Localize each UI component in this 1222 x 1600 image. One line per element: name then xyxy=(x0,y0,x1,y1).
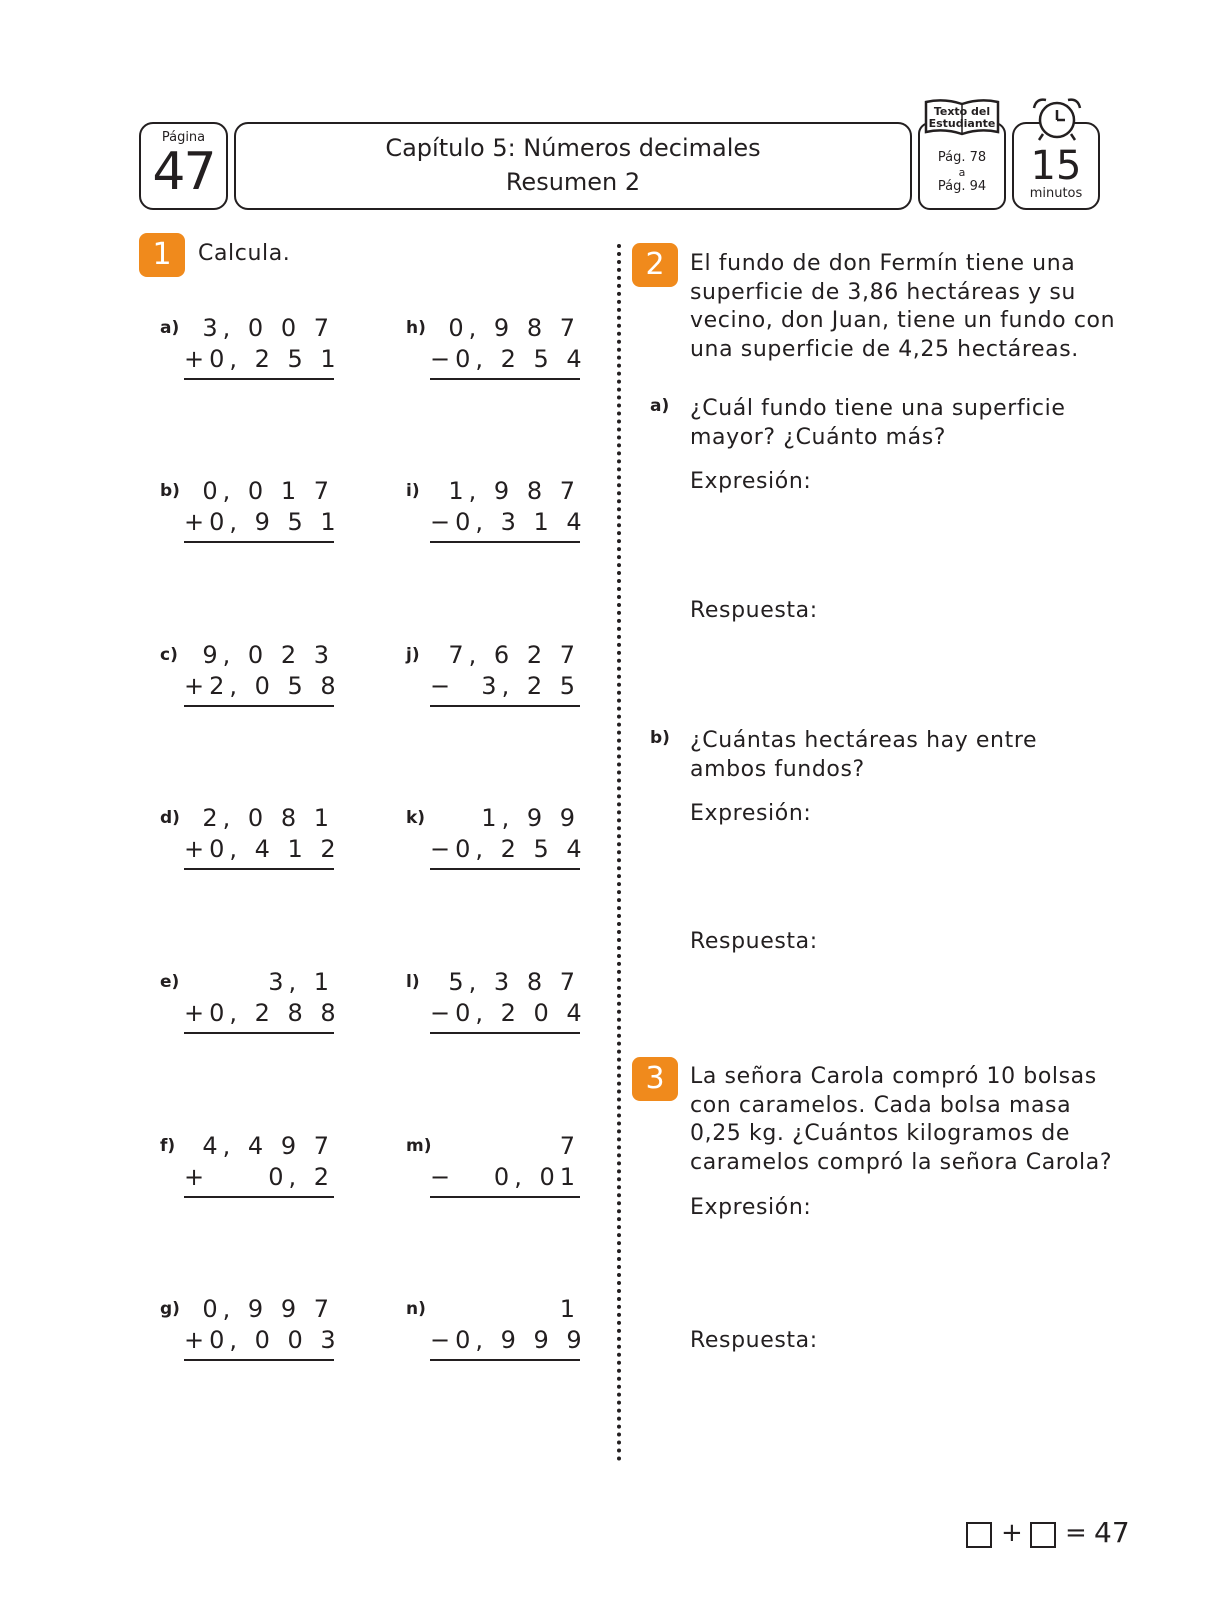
operand-bottom: 0, 2 5 4 xyxy=(455,835,587,863)
operand-bottom: 0, 2 5 4 xyxy=(455,345,587,373)
operation-block xyxy=(184,476,341,543)
operation-block xyxy=(184,1294,341,1361)
page-from: Pág. 78 xyxy=(937,150,987,165)
exercise-2-badge: 2 xyxy=(632,243,678,287)
operand-top: 1 xyxy=(559,1295,580,1323)
result-line xyxy=(430,1032,580,1034)
operator-sign: + xyxy=(184,508,210,536)
result-line xyxy=(184,541,334,543)
operand-bottom-row xyxy=(430,1162,580,1193)
operation-block xyxy=(184,803,341,870)
operand-top: 9, 0 2 3 xyxy=(202,641,334,669)
operand-bottom: 2, 0 5 8 xyxy=(209,672,341,700)
operation-block xyxy=(430,1131,580,1198)
operator-sign: − xyxy=(430,345,456,373)
result-line xyxy=(430,705,580,707)
operand-bottom-row xyxy=(184,507,341,538)
page-number: 47 xyxy=(152,142,215,202)
operand-bottom-row xyxy=(184,344,341,375)
exercise-2-line: El fundo de don Fermín tiene una xyxy=(690,251,1076,276)
page-number-box xyxy=(139,122,228,210)
operation-label: m) xyxy=(406,1136,432,1156)
operator-sign: − xyxy=(430,1326,456,1354)
exercise-2b-expression-label: Expresión: xyxy=(690,801,812,826)
operand-bottom-row xyxy=(184,1162,334,1193)
operand-bottom: 0, 2 5 1 xyxy=(209,345,341,373)
operation-label: f) xyxy=(160,1136,176,1156)
exercise-2b-question xyxy=(690,727,1037,784)
operator-sign: − xyxy=(430,508,456,536)
exercise-3-line: caramelos compró la señora Carola? xyxy=(690,1149,1113,1175)
footer-plus: + xyxy=(1001,1518,1023,1548)
section-subtitle: Resumen 2 xyxy=(505,168,641,196)
operand-bottom-row xyxy=(184,671,341,702)
operation-block xyxy=(430,803,587,870)
operator-sign: − xyxy=(430,835,456,863)
operand-bottom: 3, 2 5 xyxy=(481,672,580,700)
operand-bottom-row xyxy=(430,1325,587,1356)
page-separator: a xyxy=(958,166,966,179)
operation-block xyxy=(184,967,341,1034)
result-line xyxy=(430,541,580,543)
exercise-1-badge: 1 xyxy=(139,233,185,277)
operand-bottom: 0, 0 0 3 xyxy=(209,1326,341,1354)
operation-label: h) xyxy=(406,318,426,338)
operand-bottom: 0, 4 1 2 xyxy=(209,835,341,863)
operator-sign: + xyxy=(184,672,210,700)
alarm-clock-icon xyxy=(1030,96,1084,142)
operand-bottom-row xyxy=(430,507,587,538)
operand-top: 4, 4 9 7 xyxy=(202,1132,334,1160)
operation-label: k) xyxy=(406,808,426,828)
operation-label: j) xyxy=(406,645,420,665)
question-line: ¿Cuántas hectáreas hay entre xyxy=(690,728,1038,753)
answer-box-1[interactable] xyxy=(966,1522,992,1548)
page-to: Pág. 94 xyxy=(937,179,987,194)
result-line xyxy=(184,1359,334,1361)
title-box xyxy=(234,122,912,210)
exercise-3-line: 0,25 kg. ¿Cuántos kilogramos de xyxy=(690,1121,1070,1146)
exercise-2-line: vecino, don Juan, tiene un fundo con xyxy=(690,308,1116,333)
operation-label: n) xyxy=(406,1299,426,1319)
operand-top: 0, 0 1 7 xyxy=(202,477,334,505)
result-line xyxy=(184,705,334,707)
operand-top: 7 xyxy=(559,1132,580,1160)
operator-sign: − xyxy=(430,1163,456,1191)
operator-sign: + xyxy=(184,835,210,863)
operand-bottom-row xyxy=(430,671,580,702)
footer-result: 47 xyxy=(1094,1516,1130,1549)
operator-sign: − xyxy=(430,999,456,1027)
exercise-2b-label: b) xyxy=(650,728,670,748)
result-line xyxy=(430,1196,580,1198)
exercise-3-line: con caramelos. Cada bolsa masa xyxy=(690,1092,1072,1118)
exercise-2a-expression-label: Expresión: xyxy=(690,469,812,494)
operand-bottom-row xyxy=(184,1325,341,1356)
operand-top: 0, 9 9 7 xyxy=(202,1295,334,1323)
result-line xyxy=(184,868,334,870)
exercise-3-expression-label: Expresión: xyxy=(690,1195,812,1220)
exercise-3-badge: 3 xyxy=(632,1057,678,1101)
answer-box-2[interactable] xyxy=(1030,1522,1056,1548)
operation-block xyxy=(430,967,587,1034)
operand-bottom-row xyxy=(184,998,341,1029)
exercise-2a-label: a) xyxy=(650,396,670,416)
operand-bottom-row xyxy=(430,834,587,865)
operand-bottom: 0, 9 9 9 xyxy=(455,1326,587,1354)
exercise-2-line: una superficie de 4,25 hectáreas. xyxy=(690,336,1079,362)
result-line xyxy=(430,1359,580,1361)
operation-label: c) xyxy=(160,645,178,665)
operand-bottom: 0, 2 xyxy=(268,1163,334,1191)
result-line xyxy=(184,1032,334,1034)
result-line xyxy=(184,378,334,380)
exercise-2b-answer-label: Respuesta: xyxy=(690,929,818,954)
operand-top: 2, 0 8 1 xyxy=(202,804,334,832)
exercise-3-text xyxy=(690,1063,1112,1177)
chapter-title: Capítulo 5: Números decimales xyxy=(385,134,761,162)
time-unit: minutos xyxy=(1029,186,1083,201)
exercise-2-line: superficie de 3,86 hectáreas y su xyxy=(690,279,1076,305)
operand-top: 7, 6 2 7 xyxy=(448,641,580,669)
operator-sign: + xyxy=(184,999,210,1027)
exercise-3-answer-label: Respuesta: xyxy=(690,1328,818,1353)
exercise-3-line: La señora Carola compró 10 bolsas xyxy=(690,1064,1097,1089)
book-title-line1: Texto del xyxy=(933,105,991,118)
book-title-line2: Estudiante xyxy=(928,117,996,130)
operator-sign: + xyxy=(184,345,210,373)
operation-block xyxy=(430,476,587,543)
exercise-2-text xyxy=(690,250,1115,364)
operation-block xyxy=(184,1131,334,1198)
operand-top: 3, 1 xyxy=(268,968,334,996)
operand-top: 1, 9 9 xyxy=(481,804,580,832)
operation-block xyxy=(430,640,580,707)
operation-block xyxy=(184,640,341,707)
operation-label: i) xyxy=(406,481,420,501)
result-line xyxy=(184,1196,334,1198)
page-label: Página xyxy=(161,130,206,145)
operation-label: d) xyxy=(160,808,180,828)
operand-top: 1, 9 8 7 xyxy=(448,477,580,505)
question-line: ambos fundos? xyxy=(690,756,865,782)
question-line: ¿Cuál fundo tiene una superficie xyxy=(690,396,1066,421)
operand-top: 3, 0 0 7 xyxy=(202,314,334,342)
operand-bottom-row xyxy=(184,834,341,865)
operation-label: a) xyxy=(160,318,180,338)
result-line xyxy=(430,378,580,380)
exercise-1-instruction: Calcula. xyxy=(198,241,291,266)
result-line xyxy=(430,868,580,870)
operand-bottom-row xyxy=(430,344,587,375)
operation-label: e) xyxy=(160,972,180,992)
operation-block xyxy=(430,1294,587,1361)
operand-bottom: 0, 3 1 4 xyxy=(455,508,587,536)
operator-sign: − xyxy=(430,672,456,700)
operand-bottom: 0, 2 0 4 xyxy=(455,999,587,1027)
operand-bottom: 0, 01 xyxy=(493,1163,580,1191)
footer-equals: = xyxy=(1065,1518,1087,1548)
operator-sign: + xyxy=(184,1326,210,1354)
operator-sign: + xyxy=(184,1163,210,1191)
operation-label: g) xyxy=(160,1299,180,1319)
operation-label: b) xyxy=(160,481,180,501)
exercise-2a-question xyxy=(690,395,1065,452)
time-value: 15 xyxy=(1030,143,1082,189)
operation-block xyxy=(430,313,587,380)
column-divider xyxy=(617,244,621,1462)
operand-top: 5, 3 8 7 xyxy=(448,968,580,996)
operation-label: l) xyxy=(406,972,420,992)
question-line: mayor? ¿Cuánto más? xyxy=(690,424,947,450)
operand-top: 0, 9 8 7 xyxy=(448,314,580,342)
operand-bottom-row xyxy=(430,998,587,1029)
book-icon xyxy=(922,96,1002,136)
exercise-2a-answer-label: Respuesta: xyxy=(690,598,818,623)
operation-block xyxy=(184,313,341,380)
operand-bottom: 0, 9 5 1 xyxy=(209,508,341,536)
operand-bottom: 0, 2 8 8 xyxy=(209,999,341,1027)
